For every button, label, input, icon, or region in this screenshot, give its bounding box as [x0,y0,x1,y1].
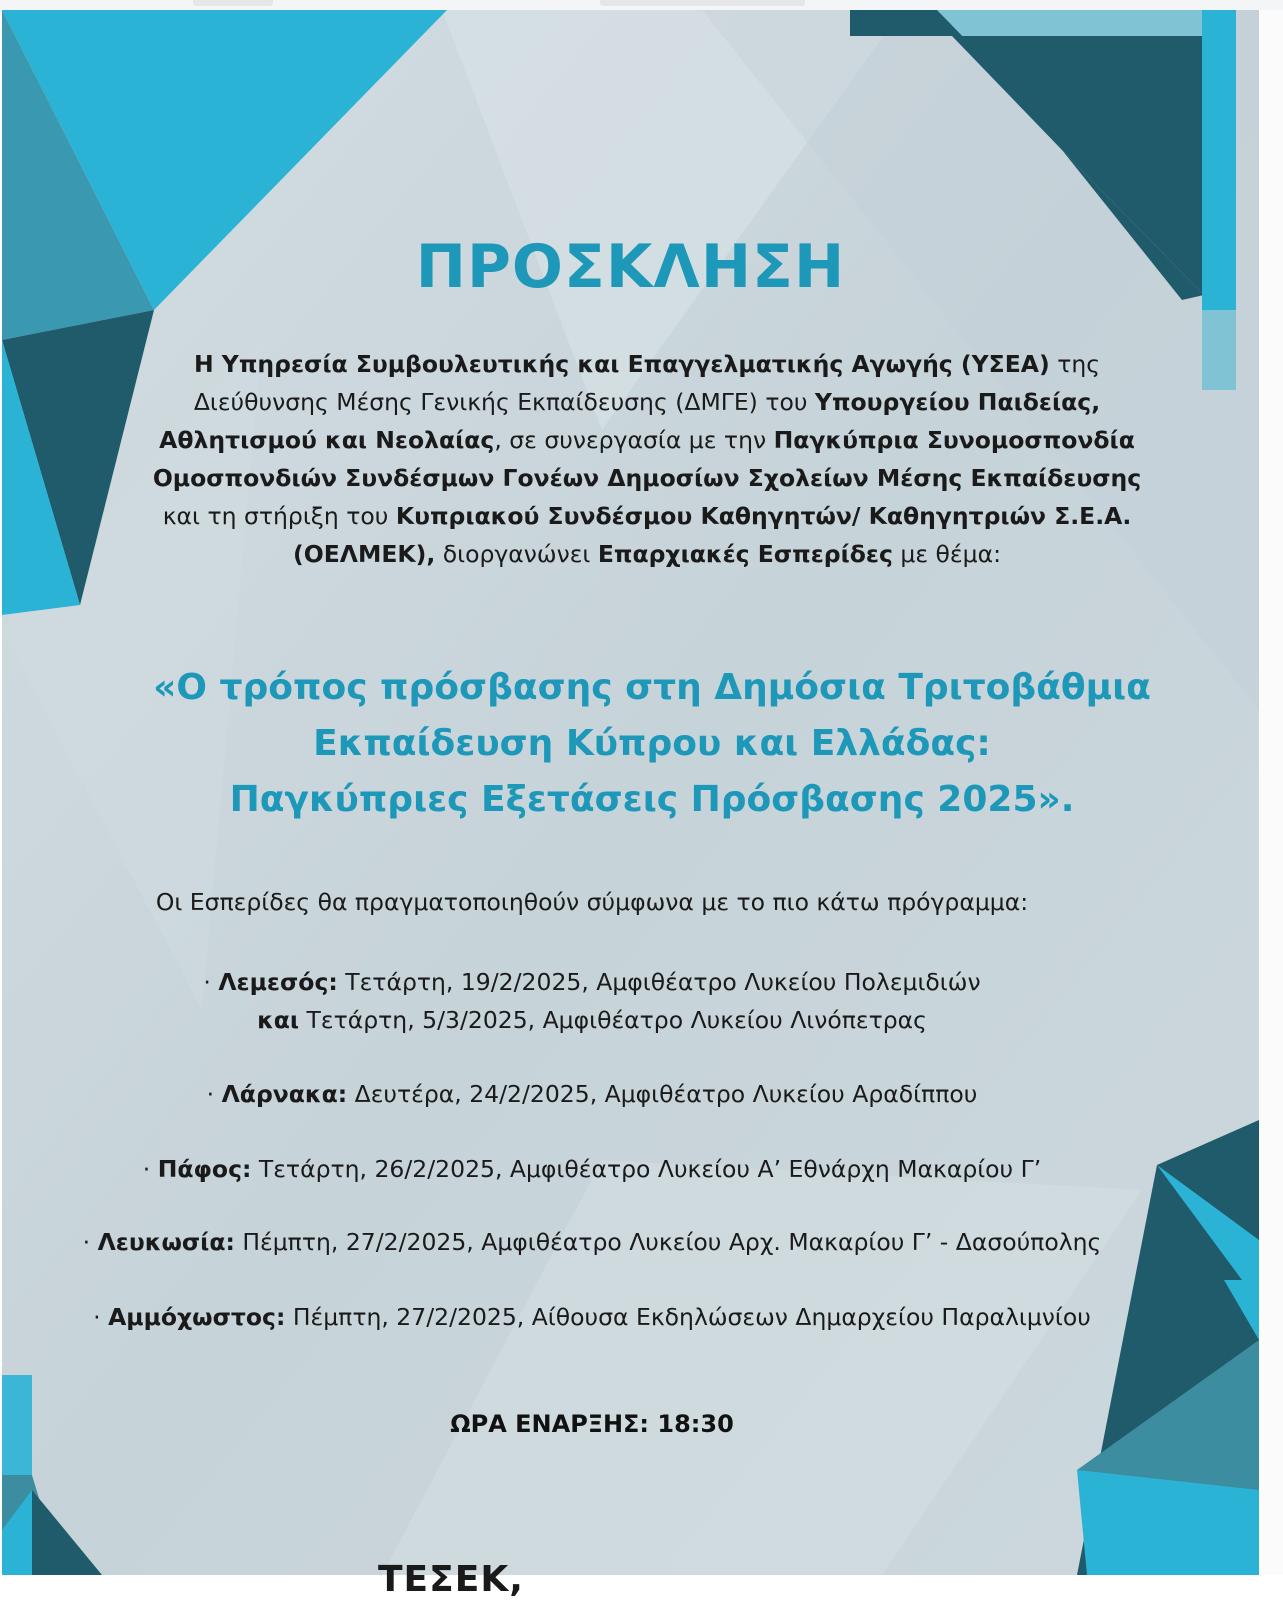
intro-text: και τη στήριξη του [162,502,396,530]
intro-text: της [1049,350,1101,378]
start-time: ΩΡΑ ΕΝΑΡΞΗΣ: 18:30 [450,1410,734,1438]
bullet: · [93,1303,109,1331]
bullet: · [142,1155,158,1183]
intro-ministry-cont: Αθλητισμού και Νεολαίας [159,426,495,454]
topic-line: Εκπαίδευση Κύπρου και Ελλάδας: [313,723,991,764]
intro-text: Διεύθυνσης Μέσης Γενικής Εκπαίδευσης (ΔΜΓΕ) του [193,388,815,416]
event-details: Τετάρτη, 5/3/2025, Αμφιθέατρο Λυκείου Λινόπετρας [299,1006,927,1034]
city-name: Αμμόχωστος: [108,1303,286,1331]
schedule-item-lefkosia [2,1223,1182,1261]
intro-teachers-union: Κυπριακού Συνδέσμου Καθηγητών/ Καθηγητριών Σ.Ε.Α. [395,502,1132,530]
conjunction: και [257,1006,300,1034]
event-details: Τετάρτη, 19/2/2025, Αμφιθέατρο Λυκείου Πολεμιδιών [337,968,981,996]
viewer-tab-left[interactable] [193,0,273,6]
invitation-title: ΠΡΟΣΚΛΗΣΗ [415,232,846,302]
city-name: Λευκωσία: [97,1228,235,1256]
intro-confederation-cont: Ομοσπονδιών Συνδέσμων Γονέων Δημοσίων Σχολείων Μέσης Εκπαίδευσης [152,464,1142,492]
intro-ministry: Υπουργείου Παιδείας, [814,388,1101,416]
intro-text: , σε συνεργασία με την [494,426,774,454]
schedule-item-pafos [2,1150,1182,1188]
topic-line: «Ο τρόπος πρόσβασης στη Δημόσια Τριτοβάθμια [153,667,1151,708]
event-topic [82,660,1222,828]
intro-text: με θέμα: [892,540,1001,568]
city-name: Λεμεσός: [218,968,338,996]
schedule-item-lemesos [2,963,1182,1039]
city-name: Λάρνακα: [221,1080,348,1108]
invitation-page [2,10,1259,1575]
intro-organization: Η Υπηρεσία Συμβουλευτικής και Επαγγελματικής Αγωγής (ΥΣΕΑ) [193,350,1050,378]
bullet: · [203,968,219,996]
viewer-tab-center[interactable] [600,0,805,6]
schedule-item-larnaka [2,1075,1182,1113]
bullet: · [82,1228,98,1256]
schedule-intro: Οι Εσπερίδες θα πραγματοποιηθούν σύμφωνα με το πιο κάτω πρόγραμμα: [155,888,1029,916]
city-name: Πάφος: [157,1155,252,1183]
topic-line: Παγκύπριες Εξετάσεις Πρόσβασης 2025». [229,779,1075,820]
schedule-item-ammochostos [2,1298,1182,1336]
viewer-top-bar [0,0,1283,10]
intro-events: Επαρχιακές Εσπερίδες [597,540,893,568]
intro-text: διοργανώνει [435,540,598,568]
intro-paragraph [122,345,1172,573]
next-page-overflow-text: ΤΕΣΕΚ, [378,1562,524,1600]
event-details: Πέμπτη, 27/2/2025, Αίθουσα Εκδηλώσεων Δημαρχείου Παραλιμνίου [285,1303,1091,1331]
event-details: Δευτέρα, 24/2/2025, Αμφιθέατρο Λυκείου Αραδίππου [347,1080,978,1108]
bullet: · [206,1080,222,1108]
event-details: Τετάρτη, 26/2/2025, Αμφιθέατρο Λυκείου Α’ Εθνάρχη Μακαρίου Γ’ [251,1155,1042,1183]
event-details: Πέμπτη, 27/2/2025, Αμφιθέατρο Λυκείου Αρχ. Μακαρίου Γ’ - Δασούπολης [234,1228,1102,1256]
intro-confederation: Παγκύπρια Συνομοσπονδία [773,426,1135,454]
intro-oelmek: (ΟΕΛΜΕΚ), [292,540,436,568]
page-right-margin [1259,10,1283,1575]
page-bottom-margin [0,1575,1283,1600]
